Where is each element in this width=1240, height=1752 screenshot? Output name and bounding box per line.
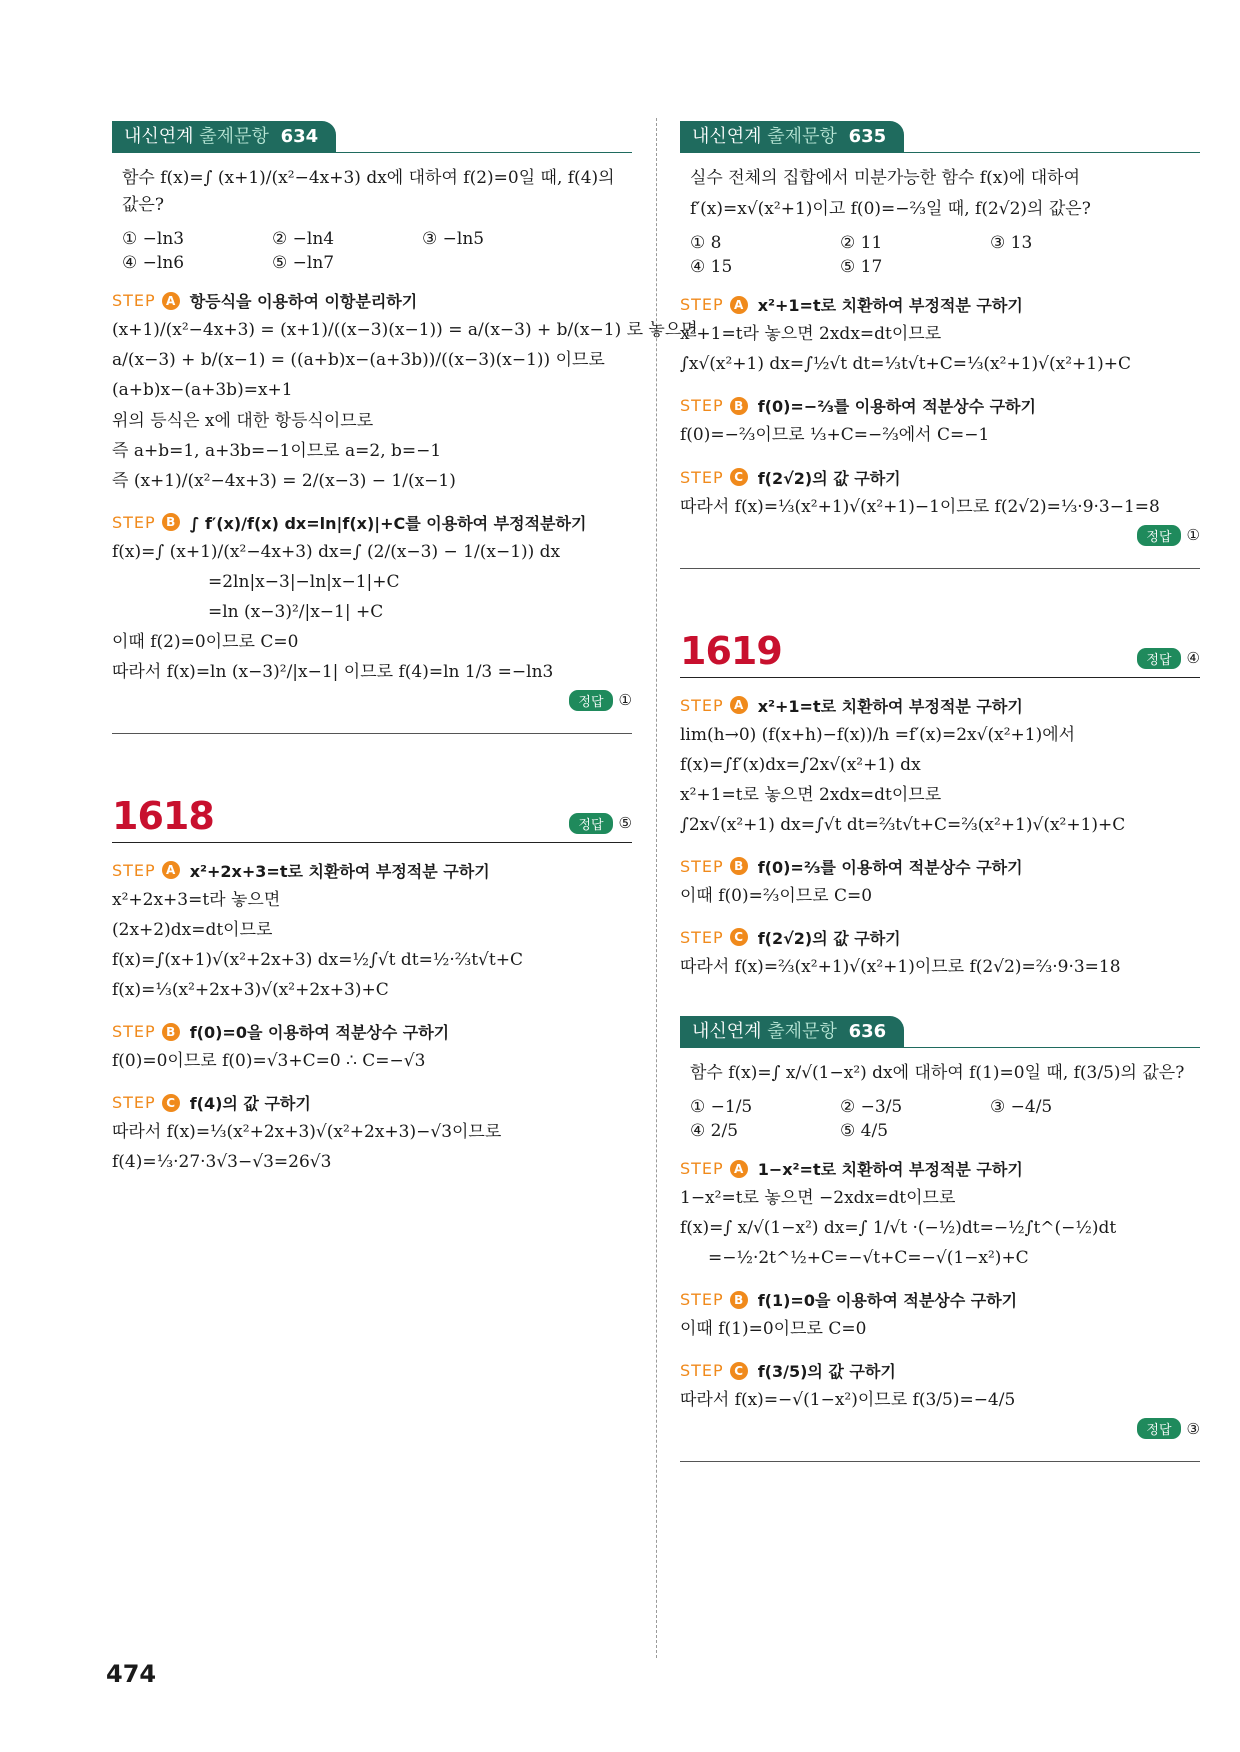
solution-line: =2ln|x−3|−ln|x−1|+C: [208, 571, 400, 592]
answer-badge: 정답: [1137, 648, 1180, 669]
choice-3: ③ −ln5: [422, 229, 485, 250]
problem-635-tag: [680, 121, 904, 153]
answer-mark: ③: [1186, 1419, 1200, 1438]
solution-line: x²+1=t로 놓으면 2xdx=dt이므로: [680, 784, 942, 805]
choice-5: ⑤ 17: [840, 257, 883, 278]
step-a: [680, 1157, 1200, 1180]
answer-mark: ①: [1186, 526, 1200, 545]
solution-line: =ln (x−3)²/|x−1| +C: [208, 601, 384, 622]
step-title: x²+2x+3=t로 치환하여 부정적분 구하기: [189, 861, 490, 881]
answer-635: [680, 525, 1200, 546]
choice-2: ② −ln4: [272, 229, 335, 250]
answer-636: [680, 1418, 1200, 1439]
step-label: STEP: [112, 291, 156, 311]
step-letter-badge: C: [730, 928, 748, 946]
tag-prefix: 내신연계: [124, 126, 194, 147]
column-divider: [656, 118, 657, 1658]
step-label: STEP: [112, 1022, 156, 1042]
step-letter-badge: A: [162, 292, 180, 310]
solution-line: 따라서 f(x)=ln (x−3)²/|x−1| 이므로 f(4)=ln 1/3 =−ln3: [112, 661, 554, 682]
step-letter-badge: B: [730, 857, 748, 875]
solution-line: 1−x²=t로 놓으면 −2xdx=dt이므로: [680, 1188, 956, 1209]
step-b: [112, 511, 632, 534]
step-label: STEP: [680, 467, 724, 487]
choice-3: ③ −4/5: [990, 1097, 1053, 1118]
problem-1618-header: [112, 794, 632, 843]
step-c: [680, 1359, 1200, 1382]
solution-line: (2x+2)dx=dt이므로: [112, 919, 273, 940]
step-letter-badge: B: [730, 1291, 748, 1309]
tag-prefix: 내신연계: [692, 126, 762, 147]
solution-line: f(x)=∫ x/√(1−x²) dx=∫ 1/√t ·(−½)dt=−½∫t^(−½)dt: [680, 1218, 1117, 1239]
step-title: 1−x²=t로 치환하여 부정적분 구하기: [757, 1160, 1023, 1180]
choice-4: ④ −ln6: [122, 253, 185, 274]
question-635-line: f′(x)=x√(x²+1)이고 f(0)=−⅔일 때, f(2√2)의 값은?: [690, 199, 1091, 220]
step-b: [112, 1020, 632, 1043]
answer-mark: ①: [618, 691, 632, 710]
solution-line: 위의 등식은 x에 대한 항등식이므로: [112, 410, 374, 431]
step-b: [680, 394, 1200, 417]
problem-635-header: [680, 118, 1200, 153]
step-title: f(0)=−⅔를 이용하여 적분상수 구하기: [757, 397, 1036, 417]
step-a: [112, 289, 632, 312]
step-c: [112, 1091, 632, 1114]
step-label: STEP: [680, 927, 724, 947]
answer-badge: 정답: [569, 690, 612, 711]
problem-number: 1618: [112, 793, 214, 838]
solution-line: 따라서 f(x)=⅓(x²+1)√(x²+1)−1이므로 f(2√2)=⅓·9·3−1=8: [680, 496, 1160, 517]
choice-1: ① −ln3: [122, 229, 185, 250]
section-divider: [680, 1461, 1200, 1462]
choice-5: ⑤ −ln7: [272, 253, 335, 274]
choice-2: ② −3/5: [840, 1097, 903, 1118]
choice-3: ③ 13: [990, 233, 1033, 254]
answer-1619: [1137, 648, 1200, 669]
solution-line: f(4)=⅓·27·3√3−√3=26√3: [112, 1152, 332, 1173]
solution-line: f(0)=0이므로 f(0)=√3+C=0 ∴ C=−√3: [112, 1051, 426, 1072]
step-label: STEP: [680, 295, 724, 315]
step-title: 항등식을 이용하여 이항분리하기: [189, 292, 418, 312]
solution-line: f(0)=−⅔이므로 ⅓+C=−⅔에서 C=−1: [680, 425, 990, 446]
solution-line: f(x)=∫f′(x)dx=∫2x√(x²+1) dx: [680, 754, 921, 775]
step-c: [680, 926, 1200, 949]
step-letter-badge: A: [730, 1160, 748, 1178]
solution-line: 이때 f(1)=0이므로 C=0: [680, 1319, 867, 1340]
step-letter-badge: B: [162, 1023, 180, 1041]
solution-line: x²+1=t라 놓으면 2xdx=dt이므로: [680, 324, 942, 345]
problem-636-tag: [680, 1016, 904, 1048]
step-a: [112, 859, 632, 882]
step-b: [680, 1288, 1200, 1311]
question-636: 함수 f(x)=∫ x/√(1−x²) dx에 대하여 f(1)=0일 때, f(3/5)의 값은?: [690, 1062, 1185, 1083]
step-label: STEP: [680, 396, 724, 416]
choice-4: ④ 15: [690, 257, 733, 278]
step-label: STEP: [680, 856, 724, 876]
choice-5: ⑤ 4/5: [840, 1121, 889, 1142]
step-label: STEP: [680, 1361, 724, 1381]
answer-badge: 정답: [1137, 1418, 1180, 1439]
tag-number: 636: [848, 1020, 887, 1042]
tag-sub: 출제문항: [767, 1020, 837, 1042]
solution-line: a/(x−3) + b/(x−1) = ((a+b)x−(a+3b))/((x−3)(x−1)) 이므로: [112, 350, 605, 371]
solution-line: 즉 (x+1)/(x²−4x+3) = 2/(x−3) − 1/(x−1): [112, 470, 456, 491]
answer-badge: 정답: [569, 813, 612, 834]
step-letter-badge: B: [162, 513, 180, 531]
step-title: f(1)=0을 이용하여 적분상수 구하기: [757, 1291, 1018, 1311]
solution-line: f(x)=∫(x+1)√(x²+2x+3) dx=½∫√t dt=½·⅔t√t+C: [112, 949, 523, 970]
step-letter-badge: A: [730, 296, 748, 314]
solution-line: 이때 f(2)=0이므로 C=0: [112, 631, 299, 652]
solution-line: f(x)=⅓(x²+2x+3)√(x²+2x+3)+C: [112, 980, 389, 1001]
section-divider: [112, 733, 632, 734]
step-title: f(4)의 값 구하기: [189, 1094, 311, 1114]
solution-line: 따라서 f(x)=⅔(x²+1)√(x²+1)이므로 f(2√2)=⅔·9·3=18: [680, 956, 1121, 977]
solution-line: 이때 f(0)=⅔이므로 C=0: [680, 885, 873, 906]
step-label: STEP: [680, 695, 724, 715]
step-label: STEP: [112, 860, 156, 880]
solution-line: ∫2x√(x²+1) dx=∫√t dt=⅔t√t+C=⅔(x²+1)√(x²+1)+C: [680, 814, 1126, 835]
step-label: STEP: [112, 1093, 156, 1113]
choices-636: [690, 1097, 1200, 1141]
solution-line: ∫x√(x²+1) dx=∫½√t dt=⅓t√t+C=⅓(x²+1)√(x²+1)+C: [680, 354, 1131, 375]
step-title: ∫ f′(x)/f(x) dx=ln|f(x)|+C를 이용하여 부정적분하기: [189, 513, 587, 533]
question-635-line: 실수 전체의 집합에서 미분가능한 함수 f(x)에 대하여: [690, 168, 1081, 188]
left-column: [112, 118, 698, 1178]
solution-line: x²+2x+3=t라 놓으면: [112, 889, 281, 910]
step-label: STEP: [112, 512, 156, 532]
step-a: [680, 293, 1200, 316]
step-label: STEP: [680, 1290, 724, 1310]
choice-1: ① 8: [690, 233, 722, 254]
solution-line: 따라서 f(x)=⅓(x²+2x+3)√(x²+2x+3)−√3이므로: [112, 1122, 502, 1143]
step-title: f(0)=0을 이용하여 적분상수 구하기: [189, 1023, 450, 1043]
solution-line: 즉 a+b=1, a+3b=−1이므로 a=2, b=−1: [112, 440, 442, 461]
solution-line: (a+b)x−(a+3b)=x+1: [112, 380, 293, 401]
answer-1618: [569, 813, 632, 834]
choice-2: ② 11: [840, 233, 883, 254]
solution-line: f(x)=∫ (x+1)/(x²−4x+3) dx=∫ (2/(x−3) − 1/(x−1)) dx: [112, 541, 561, 562]
choice-4: ④ 2/5: [690, 1121, 739, 1142]
answer-mark: ④: [1186, 649, 1200, 668]
problem-634-header: [112, 118, 632, 153]
choices-634: [122, 229, 632, 273]
tag-sub: 출제문항: [767, 126, 837, 147]
question-634: 함수 f(x)=∫ (x+1)/(x²−4x+3) dx에 대하여 f(2)=0일 때, f(4)의 값은?: [122, 168, 615, 216]
section-divider: [680, 568, 1200, 569]
answer-badge: 정답: [1137, 525, 1180, 546]
tag-number: 635: [848, 126, 887, 147]
problem-number: 1619: [680, 628, 782, 673]
tag-prefix: 내신연계: [692, 1020, 762, 1042]
step-title: f(0)=⅔를 이용하여 적분상수 구하기: [757, 857, 1023, 877]
choice-1: ① −1/5: [690, 1097, 753, 1118]
step-b: [680, 855, 1200, 878]
tag-number: 634: [280, 126, 319, 147]
step-title: x²+1=t로 치환하여 부정적분 구하기: [757, 296, 1023, 316]
step-title: f(2√2)의 값 구하기: [757, 468, 901, 488]
choices-635: [690, 233, 1200, 277]
step-a: [680, 694, 1200, 717]
solution-line: 따라서 f(x)=−√(1−x²)이므로 f(3/5)=−4/5: [680, 1390, 1016, 1411]
step-letter-badge: A: [730, 696, 748, 714]
answer-mark: ⑤: [618, 814, 632, 833]
step-label: STEP: [680, 1159, 724, 1179]
step-title: f(2√2)의 값 구하기: [757, 928, 901, 948]
step-c: [680, 466, 1200, 489]
answer-634: [112, 690, 632, 711]
right-column: [680, 118, 1200, 1472]
step-letter-badge: C: [730, 1362, 748, 1380]
solution-line: lim(h→0) (f(x+h)−f(x))/h =f′(x)=2x√(x²+1)에서: [680, 724, 1076, 745]
step-letter-badge: C: [730, 468, 748, 486]
problem-636-header: [680, 1013, 1200, 1048]
step-letter-badge: C: [162, 1094, 180, 1112]
solution-line: =−½·2t^½+C=−√t+C=−√(1−x²)+C: [708, 1248, 1029, 1269]
problem-634-tag: [112, 121, 336, 153]
problem-1619-header: [680, 629, 1200, 678]
step-letter-badge: A: [162, 861, 180, 879]
tag-sub: 출제문항: [199, 126, 269, 147]
step-title: x²+1=t로 치환하여 부정적분 구하기: [757, 696, 1023, 716]
step-title: f(3/5)의 값 구하기: [757, 1362, 896, 1382]
page-number: 474: [106, 1660, 157, 1688]
step-letter-badge: B: [730, 397, 748, 415]
solution-line: (x+1)/(x²−4x+3) = (x+1)/((x−3)(x−1)) = a/(x−3) + b/(x−1) 로 놓으면: [112, 320, 698, 341]
